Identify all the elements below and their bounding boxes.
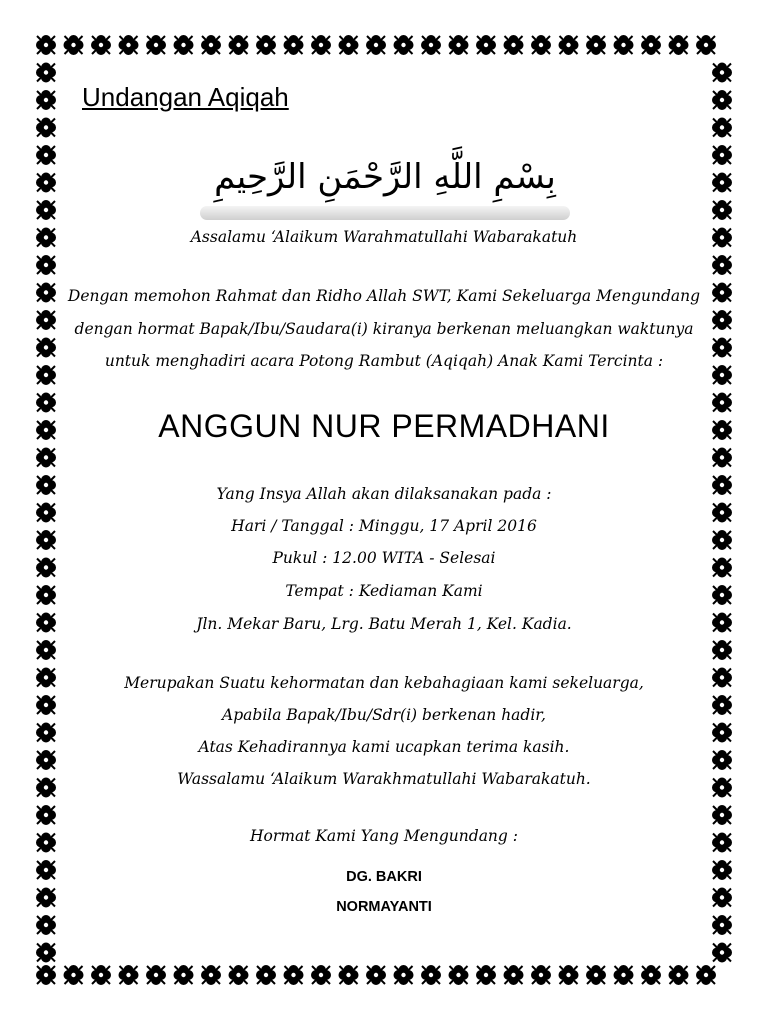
border-flower-bottom [256, 965, 276, 985]
border-flower-bottom [91, 965, 111, 985]
border-flower-left [36, 90, 56, 110]
border-flower-top [641, 35, 661, 55]
basmalah-calligraphy [196, 132, 574, 224]
event-date: Hari / Tanggal : Minggu, 17 April 2016 [231, 517, 537, 535]
border-flower-left [36, 640, 56, 660]
intro-line-1: Dengan memohon Rahmat dan Ridho Allah SWT, Kami Sekeluarga Mengundang [67, 287, 701, 305]
border-flower-right [712, 915, 732, 935]
border-flower-top [119, 35, 139, 55]
border-flower-top [284, 35, 304, 55]
intro-line-3: untuk menghadiri acara Potong Rambut (Aqiqah) Anak Kami Tercinta : [104, 352, 664, 370]
border-flower-top [366, 35, 386, 55]
border-flower-left [36, 943, 56, 963]
border-flower-top [36, 35, 56, 55]
border-flower-right [712, 173, 732, 193]
border-flower-bottom [641, 965, 661, 985]
border-flower-left [36, 200, 56, 220]
border-flower-top [476, 35, 496, 55]
border-flower-top [531, 35, 551, 55]
border-flower-top [449, 35, 469, 55]
border-flower-top [339, 35, 359, 55]
border-flower-bottom [559, 965, 579, 985]
border-flower-right [712, 943, 732, 963]
border-flower-left [36, 448, 56, 468]
border-flower-top [669, 35, 689, 55]
border-flower-bottom [614, 965, 634, 985]
basmalah-text: بِسْمِ اللَّهِ الرَّحْمَنِ الرَّحِيمِ [214, 157, 556, 197]
border-flower-bottom [36, 965, 56, 985]
event-address: Jln. Mekar Baru, Lrg. Batu Merah 1, Kel. Kadia. [196, 615, 572, 633]
border-flower-right [712, 255, 732, 275]
border-flower-right [712, 90, 732, 110]
border-flower-bottom [119, 965, 139, 985]
border-flower-top [64, 35, 84, 55]
border-flower-left [36, 805, 56, 825]
border-flower-bottom [531, 965, 551, 985]
border-flower-top [559, 35, 579, 55]
border-flower-left [36, 915, 56, 935]
intro-line-2: dengan hormat Bapak/Ibu/Saudara(i) kiranya berkenan meluangkan waktunya [74, 320, 694, 338]
border-flower-left [36, 173, 56, 193]
border-flower-top [256, 35, 276, 55]
signatory-2: NORMAYANTI [336, 899, 432, 915]
event-place: Tempat : Kediaman Kami [285, 582, 483, 600]
border-flower-bottom [421, 965, 441, 985]
border-flower-left [36, 145, 56, 165]
border-flower-left [36, 255, 56, 275]
border-flower-right [712, 200, 732, 220]
border-flower-top [586, 35, 606, 55]
signoff: Hormat Kami Yang Mengundang : [250, 827, 518, 845]
border-flower-bottom [696, 965, 716, 985]
border-flower-top [311, 35, 331, 55]
border-flower-bottom [339, 965, 359, 985]
border-flower-top [696, 35, 716, 55]
border-flower-top [421, 35, 441, 55]
border-flower-bottom [449, 965, 469, 985]
border-flower-top [614, 35, 634, 55]
border-flower-top [504, 35, 524, 55]
border-flower-bottom [284, 965, 304, 985]
border-flower-top [174, 35, 194, 55]
border-flower-right [712, 640, 732, 660]
border-flower-bottom [394, 965, 414, 985]
border-flower-bottom [64, 965, 84, 985]
border-flower-bottom [174, 965, 194, 985]
border-flower-bottom [586, 965, 606, 985]
border-flower-bottom [201, 965, 221, 985]
closing-line-3: Atas Kehadirannya kami ucapkan terima kasih. [198, 738, 570, 756]
closing-line-4: Wassalamu ‘Alaikum Warakhmatullahi Wabarakatuh. [177, 770, 591, 788]
border-flower-left [36, 118, 56, 138]
border-flower-right [712, 448, 732, 468]
invitation-title: Undangan Aqiqah [82, 82, 289, 112]
border-flower-top [394, 35, 414, 55]
border-flower-right [712, 63, 732, 83]
event-time: Pukul : 12.00 WITA - Selesai [272, 549, 496, 567]
border-flower-bottom [146, 965, 166, 985]
border-flower-bottom [311, 965, 331, 985]
border-flower-bottom [366, 965, 386, 985]
closing-line-2: Apabila Bapak/Ibu/Sdr(i) berkenan hadir, [222, 706, 546, 724]
border-flower-bottom [476, 965, 496, 985]
border-flower-bottom [669, 965, 689, 985]
closing-line-1: Merupakan Suatu kehormatan dan kebahagiaan kami sekeluarga, [124, 674, 644, 692]
border-flower-top [146, 35, 166, 55]
border-flower-left [36, 63, 56, 83]
border-flower-top [229, 35, 249, 55]
event-lead: Yang Insya Allah akan dilaksanakan pada : [216, 485, 552, 503]
border-flower-bottom [504, 965, 524, 985]
border-flower-right [712, 805, 732, 825]
greeting: Assalamu ‘Alaikum Warahmatullahi Wabarakatuh [190, 228, 578, 246]
signatory-1: DG. BAKRI [346, 869, 422, 885]
child-name: ANGGUN NUR PERMADHANI [158, 408, 610, 444]
border-flower-top [91, 35, 111, 55]
border-flower-right [712, 145, 732, 165]
border-flower-top [201, 35, 221, 55]
border-flower-bottom [229, 965, 249, 985]
border-flower-right [712, 118, 732, 138]
